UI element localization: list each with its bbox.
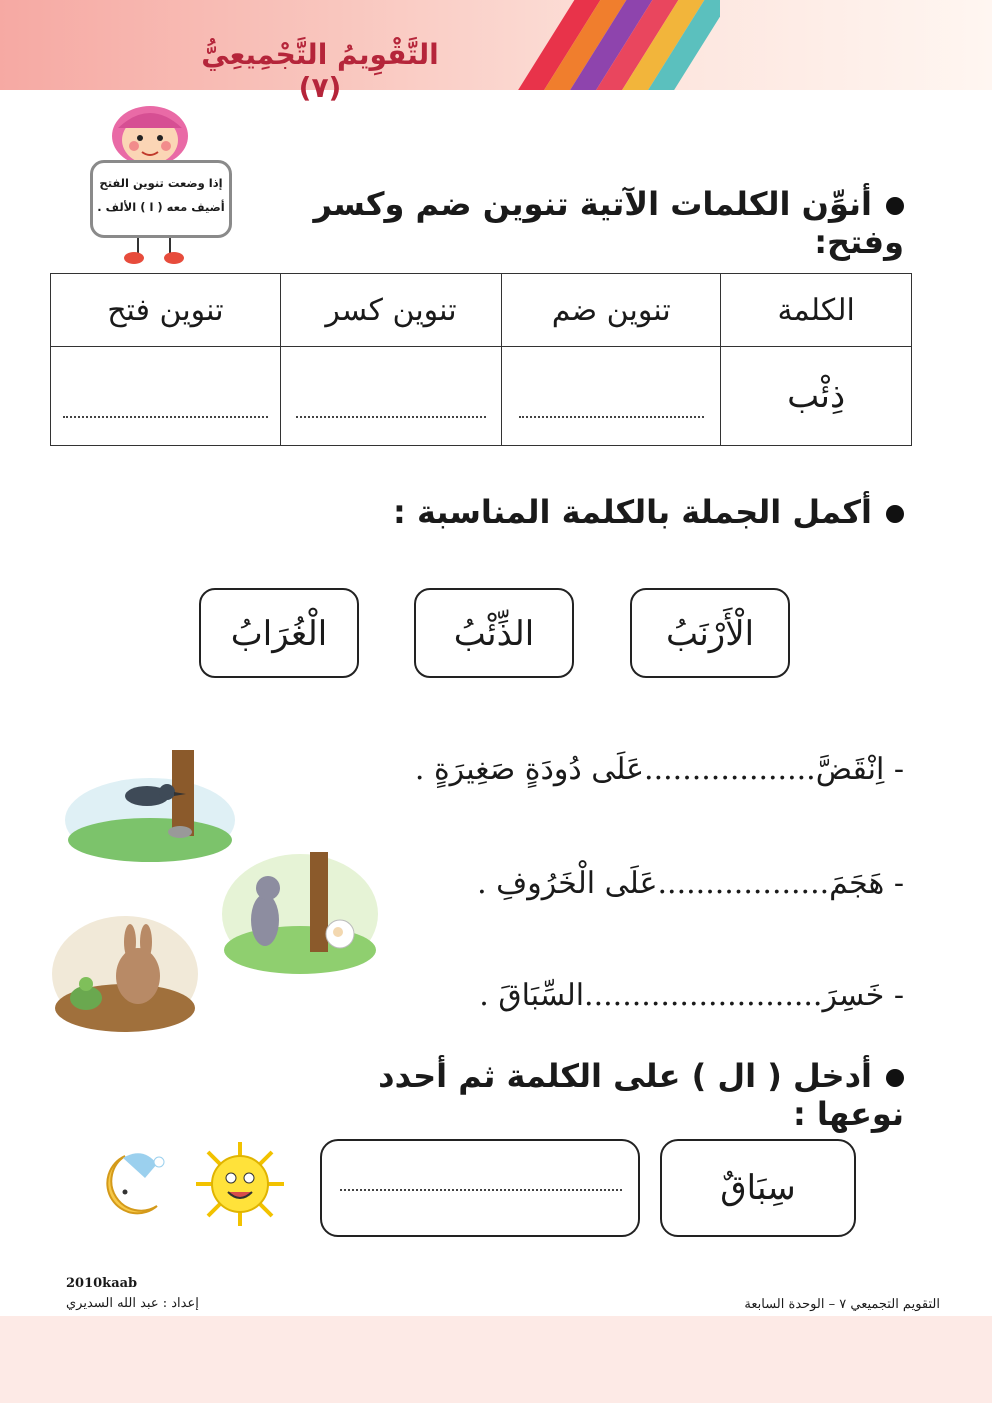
tip-line-2: أضيف معه ( ا ) الألف . <box>97 200 225 214</box>
crow-illustration <box>62 748 237 863</box>
answer-kasra[interactable] <box>280 347 501 446</box>
al-word-box: سِبَاقٌ <box>660 1139 856 1237</box>
al-answer-box[interactable] <box>320 1139 640 1237</box>
wolf-illustration <box>220 850 380 978</box>
decorative-stripes <box>500 0 720 90</box>
sentence-2: - هَجَمَ..................عَلَى الْخَرُوفِ . <box>477 866 904 901</box>
rabbit-illustration <box>50 912 200 1034</box>
sentence-1: - اِنْقَضَّ..................عَلَى دُودَةٍ صَغِيرَةٍ . <box>414 752 904 787</box>
moon-icon <box>95 1148 165 1224</box>
header-banner <box>0 0 992 90</box>
tanween-table <box>50 273 912 446</box>
header-fatha: تنوين فتح <box>51 274 281 347</box>
girl-illustration <box>100 88 200 168</box>
footer-band <box>0 1316 992 1403</box>
word-option-crow[interactable]: الْغُرَابُ <box>199 588 359 678</box>
bullet-icon <box>886 505 904 523</box>
footer-unit: التقويم التجميعي ٧ – الوحدة السابعة <box>744 1297 940 1312</box>
tip-bubble <box>90 160 232 238</box>
question-3-title <box>284 1057 904 1133</box>
footer-code: 2010kaab <box>66 1276 138 1291</box>
bullet-icon <box>886 197 904 215</box>
question-2-title <box>304 493 904 531</box>
header-word: الكلمة <box>721 274 912 347</box>
header-kasra: تنوين كسر <box>280 274 501 347</box>
question-2-text: أكمل الجملة بالكلمة المناسبة : <box>393 493 872 531</box>
answer-fatha[interactable] <box>51 347 281 446</box>
table-row <box>51 347 912 446</box>
header-damma: تنوين ضم <box>502 274 721 347</box>
page-title: التَّقْوِيمُ التَّجْمِيعِيُّ (٧) <box>201 38 439 104</box>
feet-icon <box>118 238 190 266</box>
word-cell: ذِئْب <box>721 347 912 446</box>
answer-damma[interactable] <box>502 347 721 446</box>
sun-icon <box>190 1140 290 1228</box>
question-3-text: أدخل ( ال ) على الكلمة ثم أحدد نوعها : <box>378 1057 904 1133</box>
bullet-icon <box>886 1069 904 1087</box>
question-1-title <box>264 185 904 261</box>
word-option-wolf[interactable]: الذِّئْبُ <box>414 588 574 678</box>
sentence-3: - خَسِرَ.........................السِّبَاقَ . <box>479 978 904 1013</box>
footer-author: إعداد : عبد الله السديري <box>66 1296 199 1311</box>
word-option-rabbit[interactable]: الْأَرْنَبُ <box>630 588 790 678</box>
table-header-row <box>51 274 912 347</box>
question-1-text: أنوِّن الكلمات الآتية تنوين ضم وكسر وفتح: <box>313 185 904 261</box>
tip-line-1: إذا وضعت تنوين الفتح <box>99 176 223 190</box>
